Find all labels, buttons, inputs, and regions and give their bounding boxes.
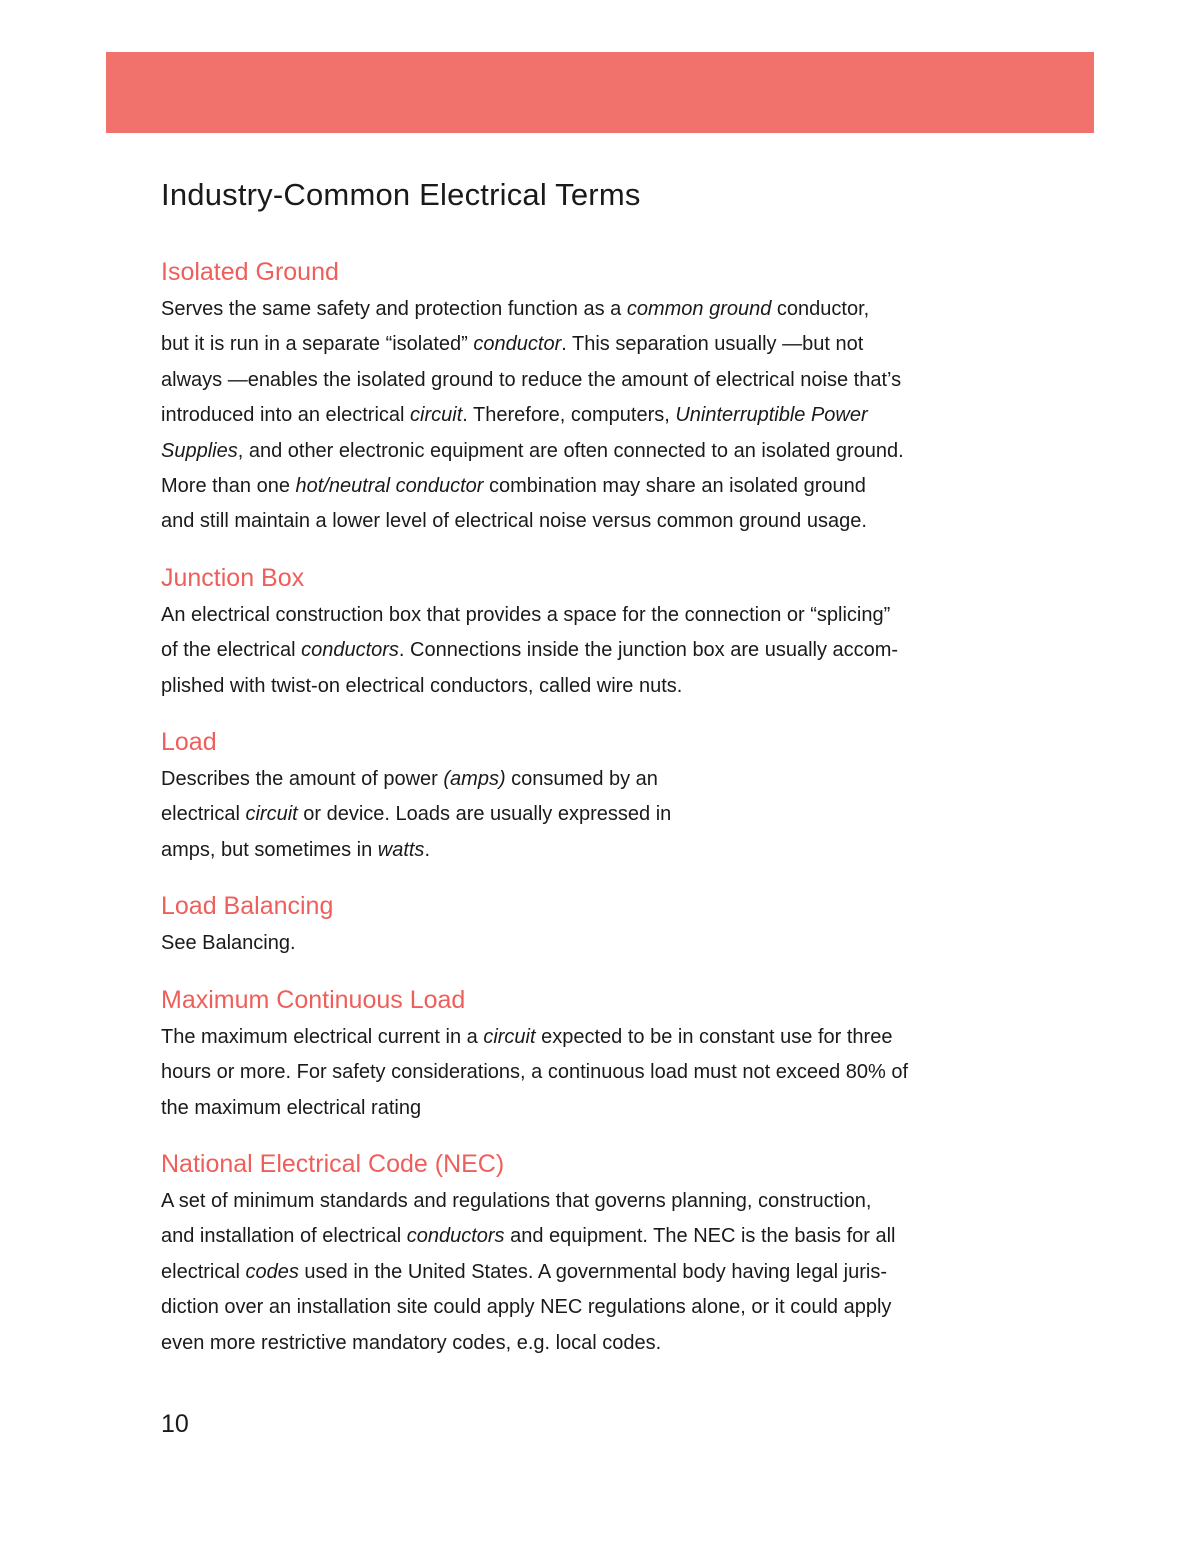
term-section [161,982,1041,1126]
definition-line [161,398,1041,433]
text-run: . Connections inside the junction box are usually accom- [398,639,899,662]
definition-line [161,1255,1041,1290]
term-section [161,254,1041,540]
page-content [161,170,1041,1381]
text-run: More than one [161,475,296,498]
text-run: expected to be in constant use for three [535,1025,893,1048]
term-definition [161,762,1041,868]
definition-line [161,669,1041,704]
italic-term: codes [245,1260,299,1283]
definition-line [161,363,1041,398]
italic-term: conductor [473,333,562,356]
definition-line [161,762,1041,797]
text-run: the maximum electrical rating [161,1096,422,1119]
text-run: See Balancing. [161,932,296,955]
italic-term: common ground [626,298,772,320]
definition-line [161,434,1041,469]
italic-term: Uninterruptible Power [675,404,868,427]
definition-line [161,1184,1041,1219]
italic-term: (amps) [443,768,506,791]
text-run: electrical [161,1260,246,1283]
page-number: 10 [161,1410,189,1438]
header-band [106,52,1094,133]
term-section [161,560,1041,704]
text-run: . Therefore, computers, [462,404,676,427]
text-run: hours or more. For safety considerations, a continuous load must not exceed 80% of [161,1061,909,1084]
text-run: diction over an installation site could apply NEC regulations alone, or it could apply [161,1296,892,1319]
page-title: Industry-Common Electrical Terms [161,177,641,212]
definition-line [161,504,1041,539]
term-definition [161,926,1041,961]
definition-line [161,327,1041,362]
term-definition [161,292,1041,540]
text-run: always —enables the isolated ground to reduce the amount of electrical noise that’s [161,368,902,391]
text-run: and equipment. The NEC is the basis for all [504,1225,896,1248]
italic-term: conductors [301,639,399,662]
text-run: and still maintain a lower level of electrical noise versus common ground usage. [161,510,867,533]
text-run: . [424,838,430,861]
text-run: The maximum electrical current in a [161,1025,484,1048]
definition-line [161,292,1041,327]
term-heading: National Electrical Code (NEC) [161,1149,505,1178]
text-run: conductor, [771,298,870,320]
term-definition [161,1184,1041,1361]
text-run: Serves the same safety and protection function as a [161,298,627,320]
definition-line [161,1055,1041,1090]
text-run: Describes the amount of power [161,768,444,791]
term-section [161,888,1041,961]
italic-term: Supplies [161,439,238,462]
text-run: introduced into an electrical [161,404,411,427]
term-heading: Isolated Ground [161,258,339,286]
definition-line [161,1290,1041,1325]
text-run: of the electrical [161,639,302,662]
definition-line [161,926,1041,961]
term-heading: Junction Box [161,563,305,592]
term-heading: Load Balancing [161,892,334,921]
term-definition [161,598,1041,704]
term-section [161,724,1041,868]
italic-term: watts [377,838,425,861]
definition-line [161,633,1041,668]
text-run: even more restrictive mandatory codes, e.g. local codes. [161,1331,662,1354]
text-run: An electrical construction box that provides a space for the connection or “splicing” [161,603,891,626]
text-run: , and other electronic equipment are often connected to an isolated ground. [237,439,904,462]
definition-line [161,1020,1041,1055]
definition-line [161,833,1041,868]
term-heading: Maximum Continuous Load [161,985,466,1014]
definition-line [161,797,1041,832]
italic-term: circuit [410,404,463,427]
text-run: . This separation usually —but not [561,333,864,356]
text-run: amps, but sometimes in [161,838,378,861]
definition-line [161,469,1041,504]
text-run: electrical [161,803,246,826]
text-run: and installation of electrical [161,1225,407,1248]
italic-term: hot/neutral conductor [295,475,484,498]
text-run: used in the United States. A governmental body having legal juris- [298,1260,887,1283]
italic-term: conductors [406,1225,505,1248]
text-run: plished with twist-on electrical conductors, called wire nuts. [161,674,683,697]
term-definition [161,1020,1041,1126]
term-section [161,1146,1041,1361]
term-heading: Load [161,728,217,757]
definition-line [161,1326,1041,1361]
terms-list [161,254,1041,1361]
definition-line [161,598,1041,633]
definition-line [161,1219,1041,1254]
italic-term: circuit [483,1025,536,1048]
text-run: consumed by an [505,768,658,791]
definition-line [161,1091,1041,1126]
text-run: A set of minimum standards and regulations that governs planning, construction, [161,1189,872,1212]
text-run: or device. Loads are usually expressed in [297,803,672,826]
text-run: combination may share an isolated ground [483,475,866,498]
text-run: but it is run in a separate “isolated” [161,333,474,356]
italic-term: circuit [245,803,298,826]
